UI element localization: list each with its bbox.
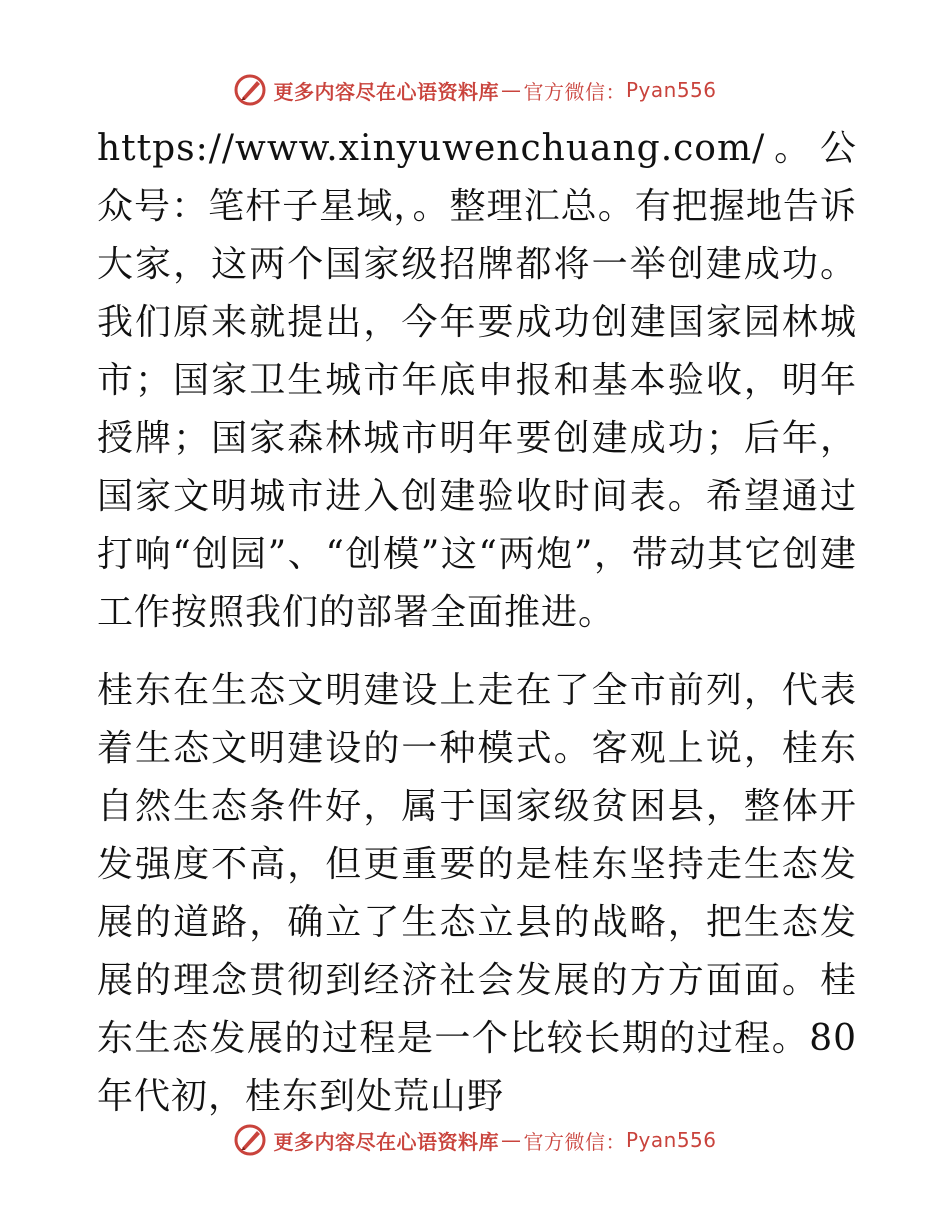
paragraph-2: 桂东在生态文明建设上走在了全市前列，代表着生态文明建设的一种模式。客观上说，桂东自然生态条件好，属于国家级贫困县，整体开发强度不高，但更重要的是桂东坚持走生态发展的道路，确立了生态立县的战略，把生态发展的理念贯彻到经济社会发展的方方面面。桂东生态发展的过程是一个比较长期的过程。80年代初，桂东到处荒山野 — [97, 670, 857, 1117]
banner-wechat-id: Pyan556 — [625, 78, 717, 102]
quill-seal-icon — [233, 73, 267, 107]
banner-wechat-id: Pyan556 — [625, 1128, 717, 1152]
banner-wechat-label: 官方微信： — [523, 1129, 626, 1154]
banner-separator: — — [500, 1128, 522, 1152]
paragraph-1: https://www.xinyuwenchuang.com/。公众号：笔杆子星域，。整理汇总。有把握地告诉大家，这两个国家级招牌都将一举创建成功。我们原来就提出，今年要成功创建国家园林城市；国家卫生城市年底申报和基本验收，明年授牌；国家森林城市明年要创建成功；后年，国家文明城市进入创建验收时间表。希望通过打响“创园”、“创模”这“两炮”，带动其它创建工作按照我们的部署全面推进。 — [97, 128, 857, 633]
footer-watermark-banner — [0, 1120, 950, 1160]
header-watermark-banner — [0, 70, 950, 110]
document-body — [97, 120, 857, 1126]
quill-seal-icon — [233, 1123, 267, 1157]
banner-brand-text: 更多内容尽在心语资料库 — [273, 1129, 499, 1154]
banner-brand-text: 更多内容尽在心语资料库 — [273, 79, 499, 104]
banner-wechat-label: 官方微信： — [523, 79, 626, 104]
banner-separator: — — [500, 78, 522, 102]
